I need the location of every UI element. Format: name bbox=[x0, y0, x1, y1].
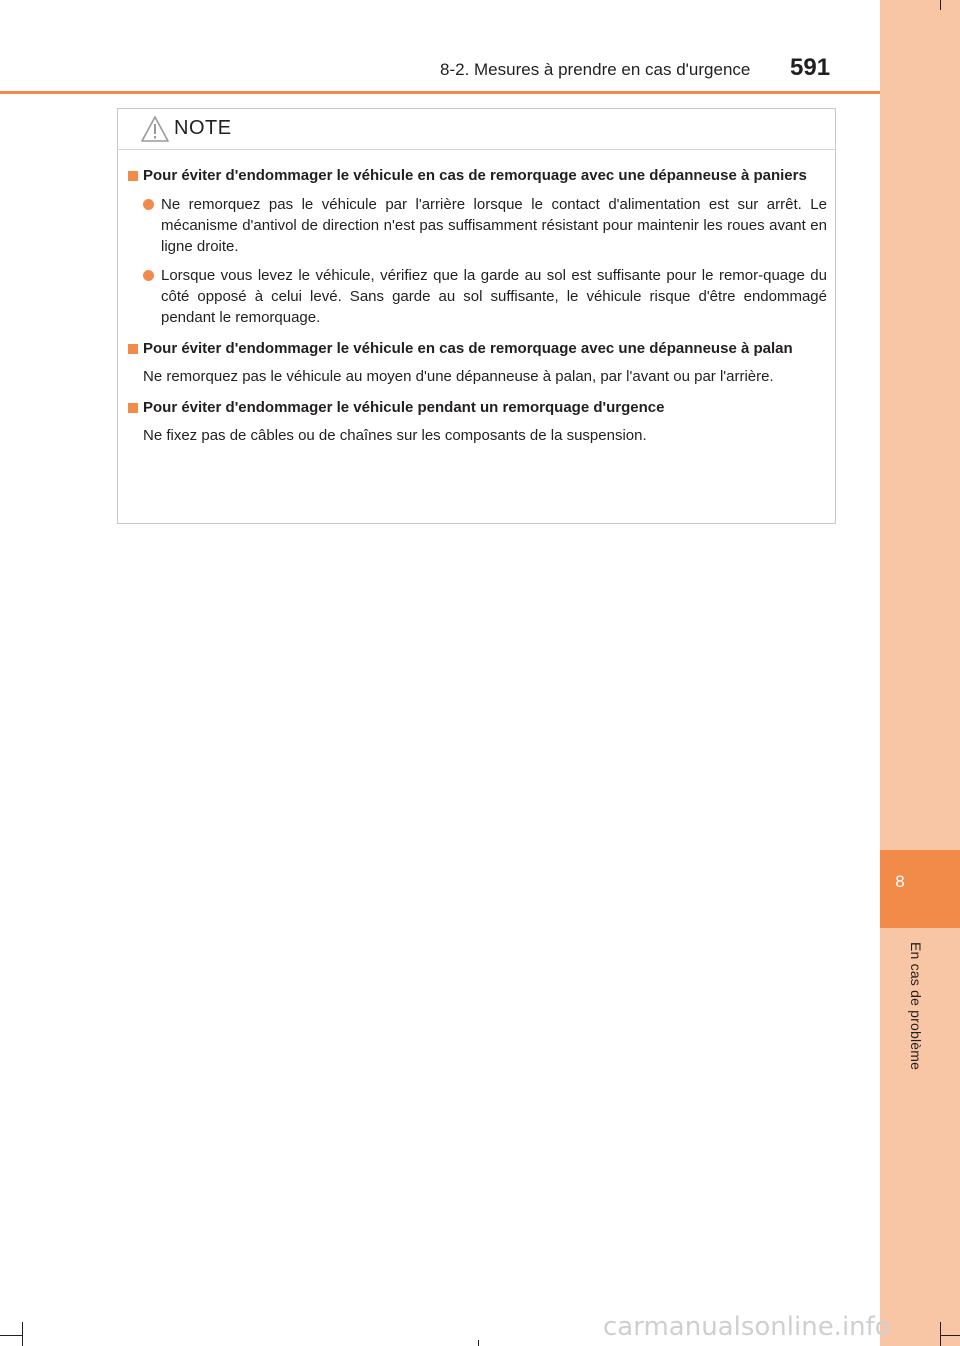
note-title: NOTE bbox=[174, 117, 232, 139]
note-bullet-text: Ne remorquez pas le véhicule par l'arrière lorsque le contact d'alimentation est sur arrêt. Le mécanisme d'antivol de direction n'est pas suffisamment résistant pour maintenir les roues avant en ligne droite. bbox=[161, 196, 827, 255]
note-item-heading-text: Pour éviter d'endommager le véhicule pendant un remorquage d'urgence bbox=[143, 399, 665, 416]
note-item-heading-text: Pour éviter d'endommager le véhicule en cas de remorquage avec une dépanneuse à paniers bbox=[143, 167, 807, 184]
section-title: 8-2. Mesures à prendre en cas d'urgence bbox=[440, 60, 751, 79]
square-bullet-icon bbox=[128, 171, 138, 181]
note-body bbox=[118, 165, 835, 446]
note-header bbox=[118, 109, 835, 150]
note-bullet bbox=[143, 194, 827, 257]
note-bullet bbox=[143, 265, 827, 328]
warning-triangle-icon bbox=[140, 115, 170, 143]
header-rule bbox=[0, 91, 880, 94]
note-item-heading bbox=[128, 338, 827, 359]
watermark: carmanualsonline.info bbox=[603, 1312, 891, 1342]
round-bullet-icon bbox=[143, 199, 154, 210]
crop-mark bbox=[0, 1335, 22, 1336]
note-box bbox=[117, 108, 836, 524]
note-bullet-text: Lorsque vous levez le véhicule, vérifiez que la garde au sol est suffisante pour le remor-quage du côté opposé à celui levé. Sans garde au sol suffisante, le véhicule risque d'être endommagé pendant le remorquage. bbox=[161, 267, 827, 326]
crop-mark bbox=[940, 0, 941, 10]
square-bullet-icon bbox=[128, 344, 138, 354]
note-item-heading-text: Pour éviter d'endommager le véhicule en cas de remorquage avec une dépanneuse à palan bbox=[143, 340, 793, 357]
crop-mark bbox=[22, 1322, 23, 1346]
square-bullet-icon bbox=[128, 403, 138, 413]
crop-mark bbox=[940, 1335, 960, 1336]
chapter-number: 8 bbox=[895, 872, 905, 891]
round-bullet-icon bbox=[143, 270, 154, 281]
crop-mark bbox=[478, 1340, 479, 1346]
note-paragraph: Ne remorquez pas le véhicule au moyen d'une dépanneuse à palan, par l'avant ou par l'arrière. bbox=[143, 368, 774, 385]
side-strip bbox=[880, 0, 960, 1346]
note-item-heading bbox=[128, 165, 827, 186]
note-item-heading bbox=[128, 397, 827, 418]
chapter-title: En cas de problème bbox=[908, 942, 924, 1071]
crop-mark bbox=[940, 1322, 941, 1346]
note-paragraph: Ne fixez pas de câbles ou de chaînes sur les composants de la suspension. bbox=[143, 427, 647, 444]
page-number: 591 bbox=[790, 54, 831, 81]
